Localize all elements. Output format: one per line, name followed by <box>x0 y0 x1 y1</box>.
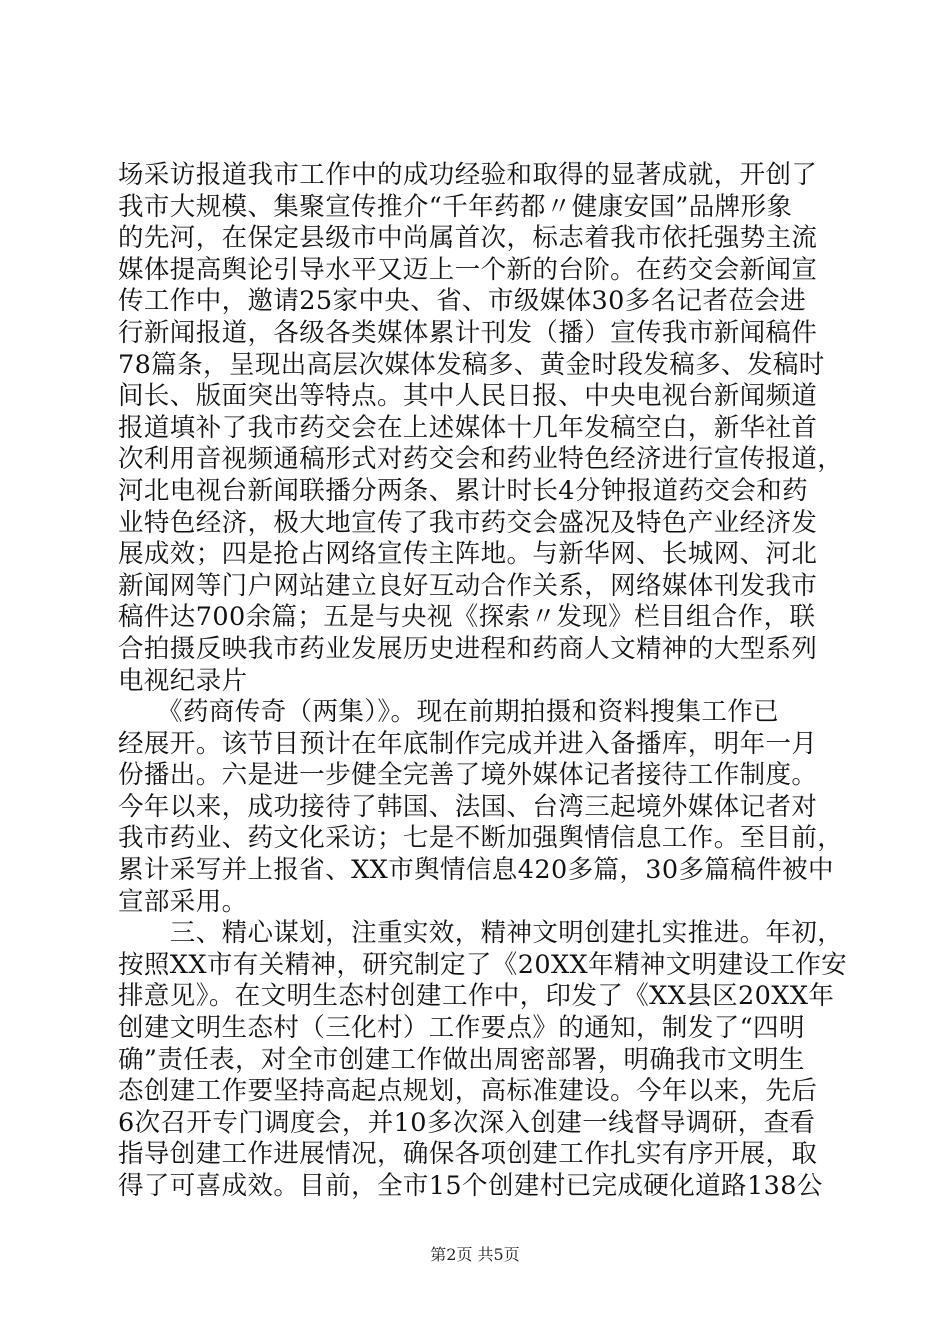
text-line: 经展开。该节目预计在年底制作完成并进入备播库，明年一月 <box>118 728 818 759</box>
text-line: 场采访报道我市工作中的成功经验和取得的显著成就，开创了 <box>118 160 818 190</box>
text-line: 我市药业、药文化采访；七是不断加强舆情信息工作。至目前， <box>118 823 844 854</box>
text-line: 行新闻报道，各级各类媒体累计刊发（播）宣传我市新闻稿件 <box>118 317 818 348</box>
text-line: 三、精心谋划，注重实效，精神文明创建扎实推进。年初， <box>118 918 844 949</box>
text-line: 78篇条，呈现出高层次媒体发稿多、黄金时段发稿多、发稿时 <box>118 349 825 380</box>
text-line: 态创建工作要坚持高起点规划，高标准建设。今年以来，先后 <box>118 1076 818 1107</box>
text-line: 今年以来，成功接待了韩国、法国、台湾三起境外媒体记者对 <box>118 791 818 822</box>
text-line: 电视纪录片 <box>118 665 248 696</box>
text-line: 稿件达700余篇；五是与央视《探索〃发现》栏目组合作，联 <box>118 602 816 633</box>
text-line: 传工作中，邀请25家中央、省、市级媒体30多名记者莅会进 <box>118 286 807 317</box>
text-line: 宣部采用。 <box>118 886 248 917</box>
text-line: 《药商传奇（两集）》。现在前期拍摄和资料搜集工作已 <box>118 697 780 728</box>
text-line: 按照XX市有关精神，研究制定了《20XX年精神文明建设工作安 <box>118 949 848 980</box>
text-line: 我市大规模、集聚宣传推介“千年药都〃健康安国”品牌形象 <box>118 191 793 222</box>
text-line: 指导创建工作进展情况，确保各项创建工作扎实有序开展，取 <box>118 1139 818 1170</box>
text-line: 业特色经济，极大地宣传了我市药交会盛况及特色产业经济发 <box>118 507 818 538</box>
text-line: 合拍摄反映我市药业发展历史进程和药商人文精神的大型系列 <box>118 633 818 664</box>
text-line: 得了可喜成效。目前，全市15个创建村已完成硬化道路138公 <box>118 1171 823 1201</box>
page-footer: 第2页 共5页 <box>430 1245 520 1264</box>
text-line: 报道填补了我市药交会在上述媒体十几年发稿空白，新华社首 <box>118 412 818 443</box>
text-line: 创建文明生态村（三化村）工作要点》的通知，制发了“四明 <box>118 1013 805 1044</box>
text-line: 排意见》。在文明生态村创建工作中，印发了《XX县区20XX年 <box>118 981 835 1012</box>
text-line: 份播出。六是进一步健全完善了境外媒体记者接待工作制度。 <box>118 760 818 791</box>
text-line: 6次召开专门调度会，并10多次深入创建一线督导调研，查看 <box>118 1107 816 1138</box>
text-line: 展成效；四是抢占网络宣传主阵地。与新华网、长城网、河北 <box>118 539 818 570</box>
body-text <box>118 160 848 1203</box>
text-line: 新闻网等门户网站建立良好互动合作关系，网络媒体刊发我市 <box>118 570 818 601</box>
text-line: 的先河，在保定县级市中尚属首次，标志着我市依托强势主流 <box>118 223 818 254</box>
text-line: 确”责任表，对全市创建工作做出周密部署，明确我市文明生 <box>118 1044 805 1075</box>
text-line: 间长、版面突出等特点。其中人民日报、中央电视台新闻频道 <box>118 381 818 412</box>
text-line: 媒体提高舆论引导水平又迈上一个新的台阶。在药交会新闻宣 <box>118 254 818 285</box>
text-line: 次利用音视频通稿形式对药交会和药业特色经济进行宣传报道， <box>118 444 844 475</box>
text-line: 累计采写并上报省、XX市舆情信息420多篇，30多篇稿件被中 <box>118 855 834 886</box>
text-line: 河北电视台新闻联播分两条、累计时长4分钟报道药交会和药 <box>118 475 809 506</box>
